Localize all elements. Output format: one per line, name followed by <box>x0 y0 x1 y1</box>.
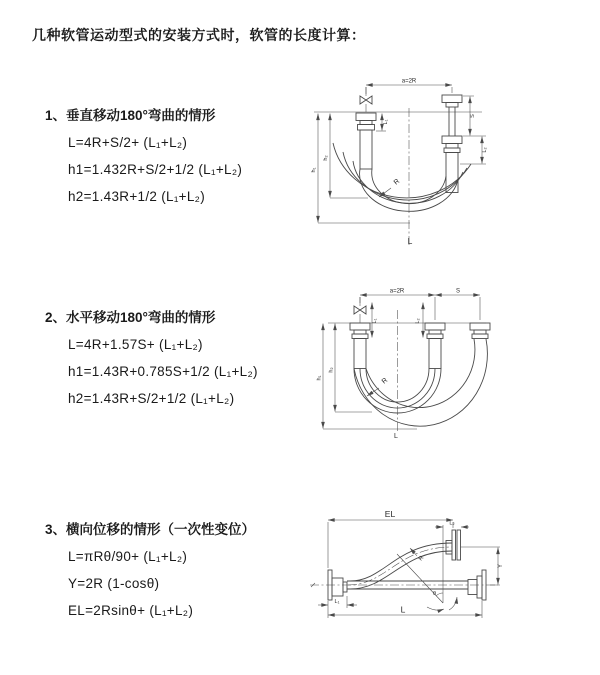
dim-label-stroke: S <box>455 288 461 295</box>
dim-label-height1: h₁ <box>311 167 317 173</box>
dimension-lines <box>317 289 481 441</box>
formula-line: L=4R+1.57S+ (L₁+L₂) <box>68 337 203 352</box>
formula-line: EL=2Rsinθ+ (L₁+L₂) <box>68 603 194 618</box>
hose-straight-position <box>310 581 498 589</box>
dim-label-fitting-left: L₁ <box>372 318 378 324</box>
diagram-horizontal-180-bend <box>312 282 590 452</box>
dim-label-fitting-right: L₂ <box>415 318 421 324</box>
diagram-vertical-180-bend <box>310 72 590 262</box>
formula-line: h2=1.43R+1/2 (L₁+L₂) <box>68 189 206 204</box>
dim-label-height2: h₂ <box>323 155 329 161</box>
formula-line: L=4R+S/2+ (L₁+L₂) <box>68 135 188 150</box>
flange-fitting-right <box>470 323 490 339</box>
flange-fitting-middle <box>425 323 445 369</box>
hose-braid <box>354 339 366 369</box>
dim-label-fitting-left: L₁ <box>334 599 340 605</box>
dim-label-length: L <box>394 433 398 440</box>
dim-label-radius: R <box>417 555 426 563</box>
flange-fitting-left <box>350 323 370 369</box>
page-title: 几种软管运动型式的安装方式时，软管的长度计算： <box>32 27 366 43</box>
dim-label-angle: θ <box>433 591 437 597</box>
hose-braid <box>360 130 372 169</box>
dim-label-fitting-right: L₂ <box>482 147 488 153</box>
dim-label-fitting-left: L₁ <box>383 119 389 125</box>
section-2-heading: 2、水平移动180°弯曲的情形 <box>45 310 216 325</box>
hose-u-bend <box>314 108 482 246</box>
dim-label-radius: R <box>380 376 390 386</box>
hose-displaced-position <box>348 543 452 589</box>
dim-label-length: L <box>407 236 413 246</box>
formula-line: h1=1.432R+S/2+1/2 (L₁+L₂) <box>68 162 243 177</box>
flange-fitting-top <box>446 530 461 560</box>
dim-label-stroke: S <box>470 114 476 118</box>
formula-line: L=πRθ/90+ (L₁+L₂) <box>68 549 188 564</box>
diagram-lateral-displacement <box>300 500 590 645</box>
hose-u-bend <box>328 310 487 432</box>
hose-braid <box>429 339 441 369</box>
formula-line: h2=1.43R+S/2+1/2 (L₁+L₂) <box>68 391 235 406</box>
flange-fitting-left <box>356 113 376 169</box>
dimension-lines <box>318 509 504 618</box>
dim-label-fitting-top: L₂ <box>449 520 455 527</box>
section-1-heading: 1、垂直移动180°弯曲的情形 <box>45 108 216 123</box>
section-vertical-movement <box>45 106 310 214</box>
section-horizontal-movement <box>45 308 310 416</box>
dim-label-length: L <box>400 604 406 615</box>
formula-line: h1=1.43R+0.785S+1/2 (L₁+L₂) <box>68 364 258 379</box>
radius-construction-lines <box>397 525 443 603</box>
dim-label-height2: h₂ <box>328 367 335 373</box>
section-lateral-displacement <box>45 520 310 628</box>
section-3-heading: 3、横向位移的情形（一次性变位） <box>45 522 256 537</box>
dim-label-height1: h₁ <box>316 375 323 381</box>
dim-label-span: a=2R <box>401 78 417 85</box>
dim-label-offset: Y <box>498 563 504 569</box>
dim-label-span: a=2R <box>389 288 405 295</box>
dim-label-extended-length: EL <box>384 509 396 519</box>
dimension-lines <box>311 79 488 247</box>
dim-label-radius: R <box>392 177 402 187</box>
formula-line: Y=2R (1-cosθ) <box>68 576 160 591</box>
